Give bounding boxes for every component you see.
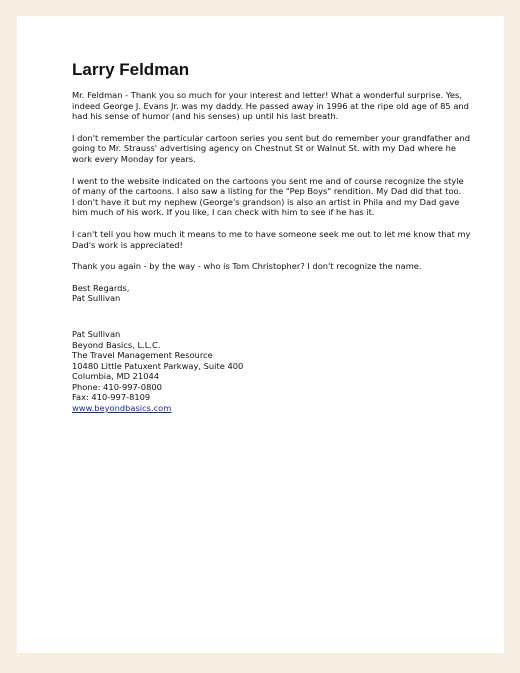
closing-name: Pat Sullivan	[72, 293, 121, 304]
text-line: Mr. Feldman - Thank you so much for your interest and letter! What a wonderful surprise. Yes,	[72, 90, 462, 100]
text-line: I can't tell you how much it means to me to have someone seek me out to let me know that my	[72, 228, 471, 239]
signature-company: Beyond Basics, L.L.C.	[72, 339, 161, 350]
text-line: going to Mr. Strauss' advertising agency on Chestnut St or Walnut St. with my Dad where he	[72, 143, 457, 154]
text-line: him much of his work. If you like, I can check with him to see if he has it.	[72, 207, 375, 218]
paragraph-4	[72, 229, 472, 250]
paragraph-3	[72, 176, 472, 218]
paragraph-1	[72, 90, 472, 122]
signature-address-line-2: Columbia, MD 21044	[72, 371, 160, 382]
letter-body	[72, 60, 472, 414]
text-line: had his sense of humor (and his senses) up until his last breath.	[72, 111, 339, 122]
text-line: I don't remember the particular cartoon series you sent but do remember your grandfather and	[72, 132, 471, 143]
text-line: work every Monday for years.	[72, 153, 196, 164]
signature-fax: Fax: 410-997-8109	[72, 392, 151, 403]
letter-page	[17, 16, 504, 653]
text-line: Dad's work is appreciated!	[72, 239, 183, 250]
signature-name: Pat Sullivan	[72, 328, 121, 339]
text-line: I went to the website indicated on the cartoons you sent me and of course recognize the style	[72, 175, 464, 186]
letter-title: Larry Feldman	[72, 60, 190, 79]
signature-phone: Phone: 410-997-0800	[72, 381, 162, 392]
paragraph-5	[72, 261, 472, 272]
signature-tagline: The Travel Management Resource	[72, 350, 213, 361]
closing	[72, 283, 472, 304]
paragraph-2	[72, 133, 472, 165]
text-line: of many of the cartoons. I also saw a listing for the "Pep Boys" rendition. My Dad did that too.	[72, 186, 462, 197]
text-line: Thank you again - by the way - who is Tom Christopher? I don't recognize the name.	[72, 261, 422, 272]
text-line: I don't have it but my nephew (George's grandson) is also an artist in Phila and my Dad gave	[72, 196, 460, 207]
signature-address-line-1: 10480 Little Patuxent Parkway, Suite 400	[72, 360, 244, 371]
website-link[interactable]: www.beyondbasics.com	[72, 403, 172, 414]
text-line: indeed George J. Evans Jr. was my daddy. He passed away in 1996 at the ripe old age of 85 and	[72, 100, 469, 111]
closing-salutation: Best Regards,	[72, 282, 130, 293]
signature-block	[72, 329, 472, 414]
